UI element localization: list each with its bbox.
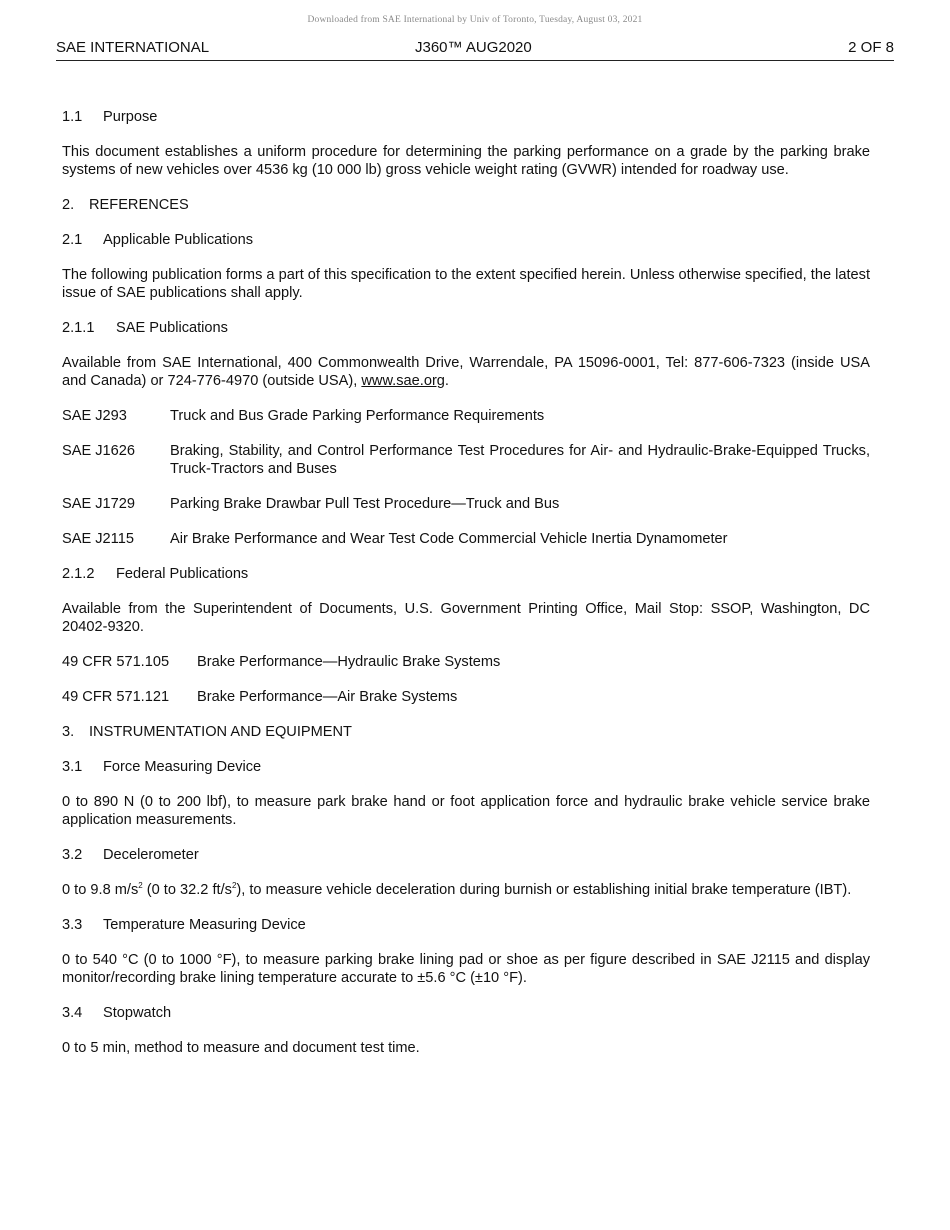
section-number: 3.1	[62, 759, 83, 775]
section-title: SAE Publications	[116, 320, 228, 336]
section-heading-3	[62, 723, 870, 741]
reference-code: SAE J2115	[62, 531, 134, 547]
reference-title: Air Brake Performance and Wear Test Code Commercial Vehicle Inertia Dynamometer	[170, 531, 728, 547]
sentence-period: .	[444, 373, 449, 389]
section-number: 2.1	[62, 232, 83, 248]
superscript-squared: 2	[138, 881, 143, 890]
section-number: 2.1.1	[62, 320, 95, 336]
section-heading-2-1-1	[62, 319, 870, 337]
section-title: REFERENCES	[89, 197, 189, 213]
section-heading-2-1	[62, 231, 870, 249]
section-number: 2.	[62, 197, 75, 213]
section-number: 1.1	[62, 109, 83, 125]
applicable-publications-paragraph: The following publication forms a part of this specification to the extent specified herein. Unless otherwise specified, the latest issue of SAE publications shall apply.	[62, 267, 870, 301]
reference-title: Parking Brake Drawbar Pull Test Procedure—Truck and Bus	[170, 496, 560, 512]
force-device-paragraph: 0 to 890 N (0 to 200 lbf), to measure park brake hand or foot application force and hydraulic brake vehicle service brake application measurements.	[62, 794, 870, 828]
reference-title: Brake Performance—Hydraulic Brake Systems	[197, 654, 501, 670]
reference-title: Braking, Stability, and Control Performance Test Procedures for Air- and Hydraulic-Brake-Equipped Trucks, Truck-Tractors and Buses	[170, 443, 870, 477]
section-heading-3-3	[62, 916, 870, 934]
section-title: Temperature Measuring Device	[103, 917, 306, 933]
reference-code: SAE J1626	[62, 443, 136, 459]
section-heading-2-1-2	[62, 565, 870, 583]
sae-website-link[interactable]: www.sae.org	[361, 373, 445, 389]
sae-availability-text: Available from SAE International, 400 Commonwealth Drive, Warrendale, PA 15096-0001, Tel: 877-606-7323 (inside USA and Canada) or 724-776-4970 (outside USA),	[62, 355, 870, 389]
reference-code: SAE J1729	[62, 496, 136, 512]
section-title: Decelerometer	[103, 847, 199, 863]
reference-title: Truck and Bus Grade Parking Performance Requirements	[170, 408, 545, 424]
reference-row	[62, 442, 870, 478]
federal-publications-paragraph: Available from the Superintendent of Documents, U.S. Government Printing Office, Mail Stop: SSOP, Washington, DC 20402-9320.	[62, 601, 870, 635]
purpose-paragraph: This document establishes a uniform procedure for determining the parking performance on a grade by the parking brake systems of new vehicles over 4536 kg (10 000 lb) gross vehicle weight rating (GVWR) intended for roadway use.	[62, 144, 870, 178]
section-title: Stopwatch	[103, 1005, 172, 1021]
section-number: 3.	[62, 724, 75, 740]
section-heading-3-4	[62, 1004, 870, 1022]
section-number: 3.2	[62, 847, 83, 863]
decel-text-c: ), to measure vehicle deceleration during burnish or establishing initial brake temperature (IBT).	[236, 882, 852, 898]
section-title: Purpose	[103, 109, 158, 125]
section-title: Force Measuring Device	[103, 759, 262, 775]
running-header	[56, 38, 894, 61]
section-title: Applicable Publications	[103, 232, 254, 248]
section-title: INSTRUMENTATION AND EQUIPMENT	[89, 724, 352, 740]
reference-title: Brake Performance—Air Brake Systems	[197, 689, 458, 705]
superscript-squared: 2	[231, 881, 237, 890]
reference-row	[62, 495, 870, 513]
reference-code: 49 CFR 571.121	[62, 689, 170, 705]
section-heading-1-1	[62, 108, 870, 126]
reference-code: SAE J293	[62, 408, 127, 424]
document-body	[62, 108, 870, 1074]
reference-row	[62, 688, 870, 706]
section-heading-3-2	[62, 846, 870, 864]
header-publisher: SAE INTERNATIONAL	[56, 39, 210, 56]
sae-publications-paragraph	[62, 354, 870, 390]
reference-row	[62, 653, 870, 671]
download-watermark: Downloaded from SAE International by Univ of Toronto, Tuesday, August 03, 2021	[307, 15, 643, 25]
decel-text-b: (0 to 32.2 ft/s	[142, 882, 232, 898]
decelerometer-paragraph	[62, 881, 870, 899]
section-title: Federal Publications	[116, 566, 249, 582]
reference-row	[62, 407, 870, 425]
decel-text-a: 0 to 9.8 m/s	[62, 882, 139, 898]
reference-code: 49 CFR 571.105	[62, 654, 170, 670]
section-heading-2	[62, 196, 870, 214]
temperature-device-paragraph: 0 to 540 °C (0 to 1000 °F), to measure parking brake lining pad or shoe as per figure described in SAE J2115 and display monitor/recording brake lining temperature accurate to ±5.6 °C (±10 °F).	[62, 952, 870, 986]
header-doc-id: J360™ AUG2020	[415, 39, 532, 56]
reference-row	[62, 530, 870, 548]
section-number: 3.3	[62, 917, 83, 933]
header-page-number: 2 OF 8	[848, 39, 894, 56]
stopwatch-paragraph: 0 to 5 min, method to measure and document test time.	[62, 1040, 420, 1056]
section-heading-3-1	[62, 758, 870, 776]
section-number: 3.4	[62, 1005, 83, 1021]
section-number: 2.1.2	[62, 566, 95, 582]
